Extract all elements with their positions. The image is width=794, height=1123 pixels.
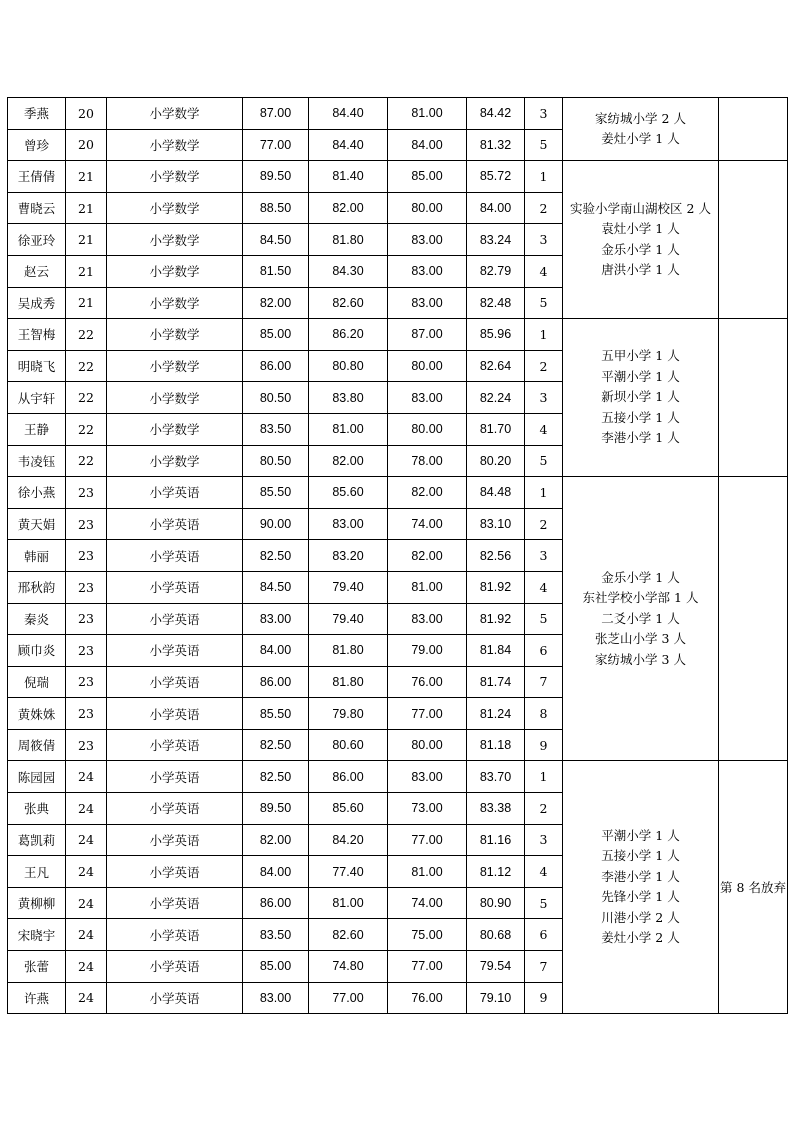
score-3-cell: 83.00 bbox=[388, 382, 467, 414]
score-1-cell: 82.50 bbox=[243, 540, 309, 572]
total-score-cell: 83.10 bbox=[467, 508, 525, 540]
score-1-cell: 82.00 bbox=[243, 287, 309, 319]
score-1-cell: 85.50 bbox=[243, 698, 309, 730]
score-1-cell: 85.00 bbox=[243, 319, 309, 351]
note-cell bbox=[719, 161, 788, 319]
score-2-cell: 81.80 bbox=[309, 224, 388, 256]
score-3-cell: 83.00 bbox=[388, 761, 467, 793]
score-3-cell: 81.00 bbox=[388, 856, 467, 888]
rank-cell: 1 bbox=[525, 161, 563, 193]
total-score-cell: 83.38 bbox=[467, 793, 525, 825]
candidate-name-cell: 曾珍 bbox=[8, 129, 66, 161]
score-3-cell: 81.00 bbox=[388, 571, 467, 603]
score-3-cell: 83.00 bbox=[388, 603, 467, 635]
rank-cell: 3 bbox=[525, 824, 563, 856]
subject-cell: 小学英语 bbox=[107, 729, 243, 761]
total-score-cell: 83.70 bbox=[467, 761, 525, 793]
subject-cell: 小学数学 bbox=[107, 129, 243, 161]
total-score-cell: 80.90 bbox=[467, 887, 525, 919]
subject-cell: 小学英语 bbox=[107, 951, 243, 983]
subject-cell: 小学英语 bbox=[107, 856, 243, 888]
total-score-cell: 82.56 bbox=[467, 540, 525, 572]
score-2-cell: 86.20 bbox=[309, 319, 388, 351]
allocation-line: 李港小学 1 人 bbox=[601, 868, 680, 884]
allocation-line: 五接小学 1 人 bbox=[601, 848, 680, 864]
note-cell bbox=[719, 319, 788, 477]
score-2-cell: 82.00 bbox=[309, 192, 388, 224]
score-3-cell: 73.00 bbox=[388, 793, 467, 825]
score-1-cell: 81.50 bbox=[243, 255, 309, 287]
table-row bbox=[8, 98, 788, 130]
subject-cell: 小学数学 bbox=[107, 224, 243, 256]
score-3-cell: 77.00 bbox=[388, 951, 467, 983]
allocation-line: 家纺城小学 3 人 bbox=[595, 651, 686, 667]
table-row bbox=[8, 161, 788, 193]
score-1-cell: 90.00 bbox=[243, 508, 309, 540]
candidate-name-cell: 韩丽 bbox=[8, 540, 66, 572]
score-2-cell: 85.60 bbox=[309, 793, 388, 825]
rank-cell: 5 bbox=[525, 603, 563, 635]
subject-cell: 小学数学 bbox=[107, 161, 243, 193]
note-cell: 第 8 名放弃 bbox=[719, 761, 788, 1014]
group-number-cell: 24 bbox=[66, 856, 107, 888]
group-number-cell: 20 bbox=[66, 129, 107, 161]
group-number-cell: 24 bbox=[66, 982, 107, 1014]
score-2-cell: 84.30 bbox=[309, 255, 388, 287]
subject-cell: 小学英语 bbox=[107, 635, 243, 667]
subject-cell: 小学英语 bbox=[107, 540, 243, 572]
score-2-cell: 79.40 bbox=[309, 603, 388, 635]
group-number-cell: 23 bbox=[66, 508, 107, 540]
total-score-cell: 81.92 bbox=[467, 571, 525, 603]
candidate-name-cell: 王凡 bbox=[8, 856, 66, 888]
subject-cell: 小学英语 bbox=[107, 477, 243, 509]
allocation-cell bbox=[563, 98, 719, 161]
total-score-cell: 82.64 bbox=[467, 350, 525, 382]
candidate-name-cell: 秦炎 bbox=[8, 603, 66, 635]
candidate-name-cell: 张典 bbox=[8, 793, 66, 825]
score-1-cell: 89.50 bbox=[243, 161, 309, 193]
score-1-cell: 80.50 bbox=[243, 445, 309, 477]
score-2-cell: 84.20 bbox=[309, 824, 388, 856]
total-score-cell: 85.96 bbox=[467, 319, 525, 351]
subject-cell: 小学英语 bbox=[107, 824, 243, 856]
group-number-cell: 21 bbox=[66, 224, 107, 256]
subject-cell: 小学数学 bbox=[107, 382, 243, 414]
note-cell bbox=[719, 477, 788, 761]
rank-cell: 1 bbox=[525, 477, 563, 509]
rank-cell: 8 bbox=[525, 698, 563, 730]
rank-cell: 2 bbox=[525, 192, 563, 224]
allocation-line: 东社学校小学部 1 人 bbox=[582, 590, 699, 606]
score-2-cell: 81.80 bbox=[309, 635, 388, 667]
subject-cell: 小学英语 bbox=[107, 666, 243, 698]
score-3-cell: 83.00 bbox=[388, 255, 467, 287]
allocation-line: 川港小学 2 人 bbox=[601, 909, 680, 925]
score-2-cell: 81.00 bbox=[309, 413, 388, 445]
total-score-cell: 81.92 bbox=[467, 603, 525, 635]
group-number-cell: 21 bbox=[66, 255, 107, 287]
table-row bbox=[8, 477, 788, 509]
group-number-cell: 23 bbox=[66, 635, 107, 667]
rank-cell: 7 bbox=[525, 666, 563, 698]
score-3-cell: 75.00 bbox=[388, 919, 467, 951]
total-score-cell: 81.32 bbox=[467, 129, 525, 161]
allocation-line: 姜灶小学 1 人 bbox=[601, 131, 680, 147]
score-1-cell: 82.50 bbox=[243, 761, 309, 793]
allocation-cell bbox=[563, 319, 719, 477]
score-2-cell: 83.80 bbox=[309, 382, 388, 414]
group-number-cell: 21 bbox=[66, 287, 107, 319]
candidate-name-cell: 许燕 bbox=[8, 982, 66, 1014]
score-1-cell: 88.50 bbox=[243, 192, 309, 224]
group-number-cell: 21 bbox=[66, 161, 107, 193]
subject-cell: 小学英语 bbox=[107, 919, 243, 951]
rank-cell: 9 bbox=[525, 729, 563, 761]
rank-cell: 3 bbox=[525, 224, 563, 256]
score-3-cell: 87.00 bbox=[388, 319, 467, 351]
candidate-name-cell: 宋晓宇 bbox=[8, 919, 66, 951]
subject-cell: 小学数学 bbox=[107, 445, 243, 477]
group-number-cell: 22 bbox=[66, 445, 107, 477]
total-score-cell: 79.10 bbox=[467, 982, 525, 1014]
score-3-cell: 74.00 bbox=[388, 887, 467, 919]
subject-cell: 小学英语 bbox=[107, 698, 243, 730]
candidate-name-cell: 韦凌钰 bbox=[8, 445, 66, 477]
group-number-cell: 24 bbox=[66, 919, 107, 951]
candidate-name-cell: 黄姝姝 bbox=[8, 698, 66, 730]
rank-cell: 1 bbox=[525, 319, 563, 351]
score-3-cell: 76.00 bbox=[388, 666, 467, 698]
allocation-line: 张芝山小学 3 人 bbox=[595, 631, 686, 647]
rank-cell: 1 bbox=[525, 761, 563, 793]
score-2-cell: 80.60 bbox=[309, 729, 388, 761]
candidate-name-cell: 邢秋韵 bbox=[8, 571, 66, 603]
score-2-cell: 84.40 bbox=[309, 129, 388, 161]
candidate-name-cell: 周筱倩 bbox=[8, 729, 66, 761]
rank-cell: 4 bbox=[525, 255, 563, 287]
score-3-cell: 74.00 bbox=[388, 508, 467, 540]
candidate-name-cell: 明晓飞 bbox=[8, 350, 66, 382]
subject-cell: 小学数学 bbox=[107, 255, 243, 287]
score-1-cell: 85.50 bbox=[243, 477, 309, 509]
score-2-cell: 77.40 bbox=[309, 856, 388, 888]
candidate-name-cell: 从宇轩 bbox=[8, 382, 66, 414]
rank-cell: 4 bbox=[525, 413, 563, 445]
candidate-name-cell: 顾巾炎 bbox=[8, 635, 66, 667]
allocation-line: 姜灶小学 2 人 bbox=[601, 930, 680, 946]
group-number-cell: 24 bbox=[66, 951, 107, 983]
score-2-cell: 81.00 bbox=[309, 887, 388, 919]
candidate-name-cell: 曹晓云 bbox=[8, 192, 66, 224]
candidate-name-cell: 王智梅 bbox=[8, 319, 66, 351]
score-1-cell: 84.50 bbox=[243, 224, 309, 256]
group-number-cell: 20 bbox=[66, 98, 107, 130]
score-3-cell: 76.00 bbox=[388, 982, 467, 1014]
total-score-cell: 83.24 bbox=[467, 224, 525, 256]
total-score-cell: 84.00 bbox=[467, 192, 525, 224]
candidate-name-cell: 吴成秀 bbox=[8, 287, 66, 319]
subject-cell: 小学英语 bbox=[107, 571, 243, 603]
subject-cell: 小学数学 bbox=[107, 192, 243, 224]
group-number-cell: 23 bbox=[66, 666, 107, 698]
score-2-cell: 82.60 bbox=[309, 287, 388, 319]
table-body bbox=[8, 98, 788, 1014]
rank-cell: 5 bbox=[525, 129, 563, 161]
total-score-cell: 81.18 bbox=[467, 729, 525, 761]
score-3-cell: 80.00 bbox=[388, 350, 467, 382]
group-number-cell: 23 bbox=[66, 603, 107, 635]
allocation-line: 新坝小学 1 人 bbox=[601, 389, 680, 405]
total-score-cell: 81.16 bbox=[467, 824, 525, 856]
score-3-cell: 83.00 bbox=[388, 287, 467, 319]
allocation-line: 家纺城小学 2 人 bbox=[595, 110, 686, 126]
subject-cell: 小学数学 bbox=[107, 287, 243, 319]
score-1-cell: 84.00 bbox=[243, 856, 309, 888]
group-number-cell: 23 bbox=[66, 540, 107, 572]
score-3-cell: 82.00 bbox=[388, 477, 467, 509]
subject-cell: 小学英语 bbox=[107, 508, 243, 540]
score-1-cell: 86.00 bbox=[243, 350, 309, 382]
score-1-cell: 84.50 bbox=[243, 571, 309, 603]
score-1-cell: 83.50 bbox=[243, 413, 309, 445]
allocation-line: 二爻小学 1 人 bbox=[601, 610, 680, 626]
score-3-cell: 77.00 bbox=[388, 698, 467, 730]
score-2-cell: 83.00 bbox=[309, 508, 388, 540]
allocation-line: 平潮小学 1 人 bbox=[601, 827, 680, 843]
rank-cell: 2 bbox=[525, 508, 563, 540]
total-score-cell: 81.70 bbox=[467, 413, 525, 445]
rank-cell: 4 bbox=[525, 571, 563, 603]
subject-cell: 小学数学 bbox=[107, 98, 243, 130]
table-row bbox=[8, 319, 788, 351]
score-2-cell: 80.80 bbox=[309, 350, 388, 382]
allocation-line: 李港小学 1 人 bbox=[601, 430, 680, 446]
candidate-name-cell: 季燕 bbox=[8, 98, 66, 130]
group-number-cell: 23 bbox=[66, 729, 107, 761]
allocation-line: 唐洪小学 1 人 bbox=[601, 262, 680, 278]
score-1-cell: 84.00 bbox=[243, 635, 309, 667]
rank-cell: 2 bbox=[525, 350, 563, 382]
candidate-name-cell: 王倩倩 bbox=[8, 161, 66, 193]
score-2-cell: 85.60 bbox=[309, 477, 388, 509]
subject-cell: 小学英语 bbox=[107, 603, 243, 635]
subject-cell: 小学英语 bbox=[107, 887, 243, 919]
group-number-cell: 23 bbox=[66, 571, 107, 603]
rank-cell: 7 bbox=[525, 951, 563, 983]
score-2-cell: 84.40 bbox=[309, 98, 388, 130]
total-score-cell: 82.24 bbox=[467, 382, 525, 414]
score-2-cell: 86.00 bbox=[309, 761, 388, 793]
score-3-cell: 82.00 bbox=[388, 540, 467, 572]
score-1-cell: 83.00 bbox=[243, 982, 309, 1014]
subject-cell: 小学数学 bbox=[107, 319, 243, 351]
score-1-cell: 87.00 bbox=[243, 98, 309, 130]
total-score-cell: 85.72 bbox=[467, 161, 525, 193]
rank-cell: 6 bbox=[525, 635, 563, 667]
score-2-cell: 79.40 bbox=[309, 571, 388, 603]
allocation-line: 袁灶小学 1 人 bbox=[601, 221, 680, 237]
score-1-cell: 83.50 bbox=[243, 919, 309, 951]
rank-cell: 5 bbox=[525, 445, 563, 477]
score-3-cell: 84.00 bbox=[388, 129, 467, 161]
subject-cell: 小学英语 bbox=[107, 793, 243, 825]
candidate-name-cell: 王静 bbox=[8, 413, 66, 445]
group-number-cell: 23 bbox=[66, 698, 107, 730]
score-2-cell: 82.00 bbox=[309, 445, 388, 477]
rank-cell: 2 bbox=[525, 793, 563, 825]
candidate-name-cell: 黄柳柳 bbox=[8, 887, 66, 919]
total-score-cell: 84.42 bbox=[467, 98, 525, 130]
score-1-cell: 83.00 bbox=[243, 603, 309, 635]
allocation-cell bbox=[563, 477, 719, 761]
allocation-line: 金乐小学 1 人 bbox=[601, 241, 680, 257]
candidate-name-cell: 陈园园 bbox=[8, 761, 66, 793]
rank-cell: 5 bbox=[525, 887, 563, 919]
score-3-cell: 83.00 bbox=[388, 224, 467, 256]
group-number-cell: 22 bbox=[66, 319, 107, 351]
rank-cell: 3 bbox=[525, 540, 563, 572]
score-3-cell: 80.00 bbox=[388, 729, 467, 761]
subject-cell: 小学英语 bbox=[107, 761, 243, 793]
rank-cell: 3 bbox=[525, 382, 563, 414]
group-number-cell: 24 bbox=[66, 824, 107, 856]
score-1-cell: 86.00 bbox=[243, 666, 309, 698]
score-1-cell: 86.00 bbox=[243, 887, 309, 919]
total-score-cell: 79.54 bbox=[467, 951, 525, 983]
subject-cell: 小学数学 bbox=[107, 350, 243, 382]
total-score-cell: 82.48 bbox=[467, 287, 525, 319]
score-2-cell: 74.80 bbox=[309, 951, 388, 983]
score-3-cell: 79.00 bbox=[388, 635, 467, 667]
group-number-cell: 23 bbox=[66, 477, 107, 509]
group-number-cell: 22 bbox=[66, 413, 107, 445]
rank-cell: 4 bbox=[525, 856, 563, 888]
candidate-name-cell: 黄天娟 bbox=[8, 508, 66, 540]
score-1-cell: 82.00 bbox=[243, 824, 309, 856]
group-number-cell: 24 bbox=[66, 887, 107, 919]
subject-cell: 小学英语 bbox=[107, 982, 243, 1014]
rank-cell: 6 bbox=[525, 919, 563, 951]
group-number-cell: 22 bbox=[66, 350, 107, 382]
candidate-name-cell: 徐亚玲 bbox=[8, 224, 66, 256]
allocation-line: 五接小学 1 人 bbox=[601, 409, 680, 425]
group-number-cell: 21 bbox=[66, 192, 107, 224]
rank-cell: 9 bbox=[525, 982, 563, 1014]
group-number-cell: 24 bbox=[66, 761, 107, 793]
total-score-cell: 81.84 bbox=[467, 635, 525, 667]
rank-cell: 3 bbox=[525, 98, 563, 130]
subject-cell: 小学数学 bbox=[107, 413, 243, 445]
total-score-cell: 81.24 bbox=[467, 698, 525, 730]
score-3-cell: 81.00 bbox=[388, 98, 467, 130]
note-cell bbox=[719, 98, 788, 161]
total-score-cell: 84.48 bbox=[467, 477, 525, 509]
results-table bbox=[7, 97, 788, 1014]
score-1-cell: 80.50 bbox=[243, 382, 309, 414]
score-2-cell: 77.00 bbox=[309, 982, 388, 1014]
candidate-name-cell: 徐小燕 bbox=[8, 477, 66, 509]
total-score-cell: 81.74 bbox=[467, 666, 525, 698]
total-score-cell: 81.12 bbox=[467, 856, 525, 888]
total-score-cell: 80.68 bbox=[467, 919, 525, 951]
score-2-cell: 83.20 bbox=[309, 540, 388, 572]
candidate-name-cell: 葛凯莉 bbox=[8, 824, 66, 856]
score-2-cell: 79.80 bbox=[309, 698, 388, 730]
candidate-name-cell: 张蕾 bbox=[8, 951, 66, 983]
total-score-cell: 80.20 bbox=[467, 445, 525, 477]
score-3-cell: 80.00 bbox=[388, 413, 467, 445]
total-score-cell: 82.79 bbox=[467, 255, 525, 287]
allocation-line: 金乐小学 1 人 bbox=[601, 569, 680, 585]
score-1-cell: 85.00 bbox=[243, 951, 309, 983]
group-number-cell: 24 bbox=[66, 793, 107, 825]
allocation-line: 五甲小学 1 人 bbox=[601, 348, 680, 364]
score-1-cell: 82.50 bbox=[243, 729, 309, 761]
allocation-cell bbox=[563, 161, 719, 319]
score-3-cell: 78.00 bbox=[388, 445, 467, 477]
allocation-line: 实验小学南山湖校区 2 人 bbox=[570, 200, 711, 216]
rank-cell: 5 bbox=[525, 287, 563, 319]
score-2-cell: 81.80 bbox=[309, 666, 388, 698]
group-number-cell: 22 bbox=[66, 382, 107, 414]
score-2-cell: 82.60 bbox=[309, 919, 388, 951]
allocation-line: 先锋小学 1 人 bbox=[601, 889, 680, 905]
score-1-cell: 89.50 bbox=[243, 793, 309, 825]
score-3-cell: 85.00 bbox=[388, 161, 467, 193]
score-1-cell: 77.00 bbox=[243, 129, 309, 161]
candidate-name-cell: 倪瑞 bbox=[8, 666, 66, 698]
table-row bbox=[8, 761, 788, 793]
score-3-cell: 80.00 bbox=[388, 192, 467, 224]
candidate-name-cell: 赵云 bbox=[8, 255, 66, 287]
allocation-cell bbox=[563, 761, 719, 1014]
allocation-line: 平潮小学 1 人 bbox=[601, 368, 680, 384]
score-3-cell: 77.00 bbox=[388, 824, 467, 856]
score-2-cell: 81.40 bbox=[309, 161, 388, 193]
